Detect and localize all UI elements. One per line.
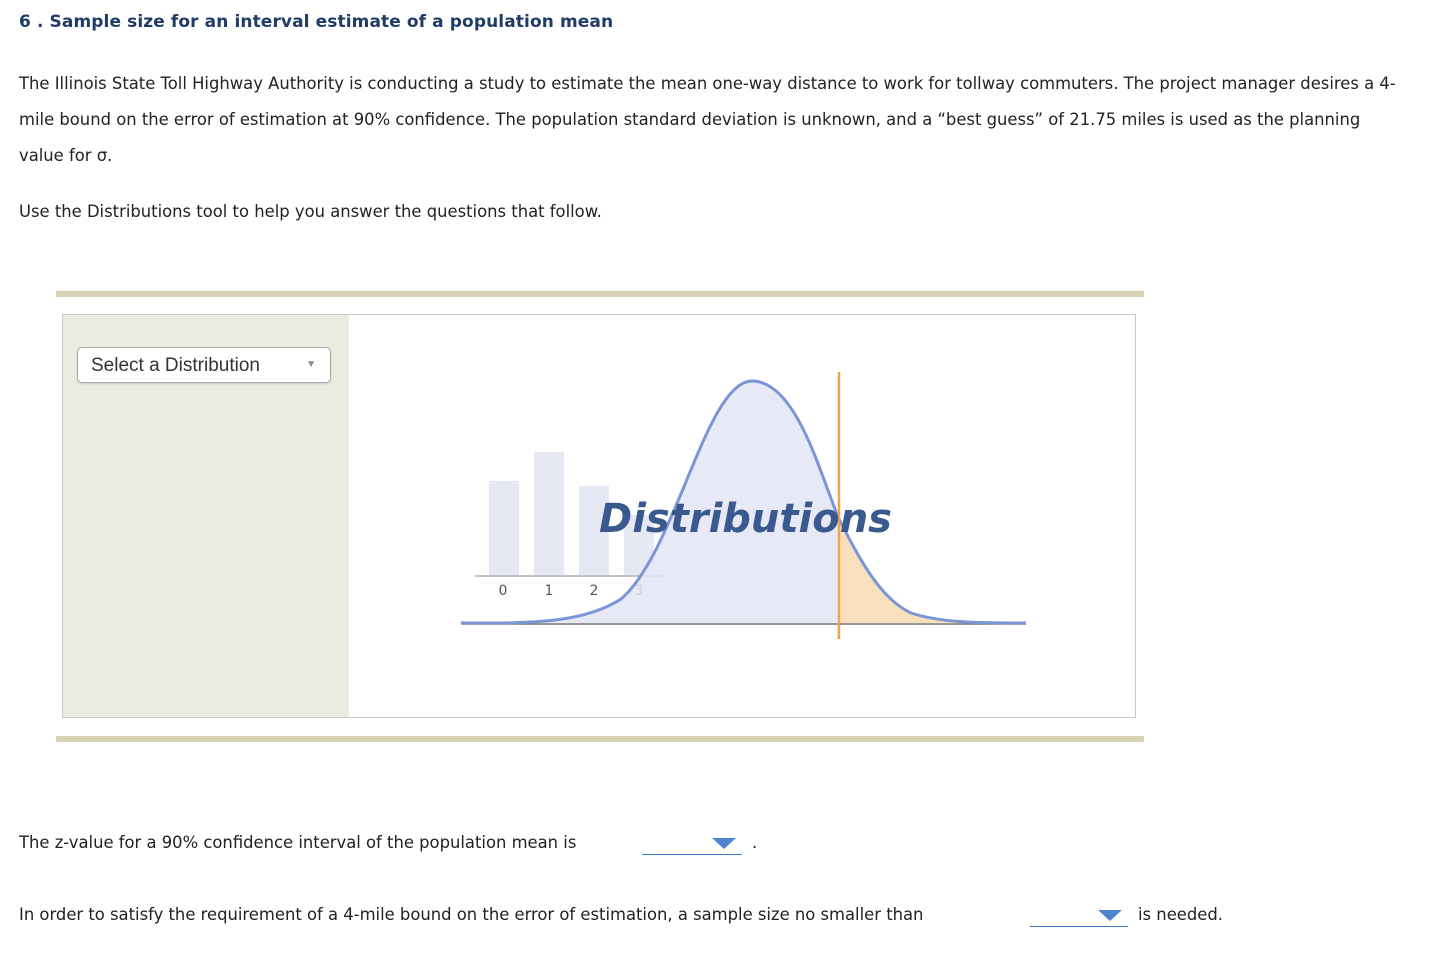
question-1-suffix: . — [752, 833, 758, 852]
logo-tick-1: 1 — [544, 583, 554, 599]
bottom-rule — [56, 736, 1144, 742]
instruction-text: Use the Distributions tool to help you answer the questions that follow. — [19, 202, 602, 221]
question-2-text: In order to satisfy the requirement of a 4-mile bound on the error of estimation, a sample size no smaller than — [19, 905, 924, 924]
dropdown-arrow-icon — [1098, 910, 1122, 921]
tool-sidebar — [63, 315, 349, 717]
logo-bar-0 — [489, 481, 519, 575]
sample-size-dropdown[interactable] — [1030, 904, 1128, 927]
question-title: 6 . Sample size for an interval estimate of a population mean — [19, 12, 614, 32]
select-distribution-label: Select a Distribution — [91, 355, 260, 376]
distributions-logo — [461, 367, 1041, 647]
question-2-suffix: is needed. — [1138, 905, 1223, 924]
top-rule — [56, 291, 1144, 297]
logo-bar-1 — [534, 452, 564, 575]
distributions-tool — [62, 314, 1136, 718]
question-1-text: The z-value for a 90% confidence interval of the population mean is — [19, 833, 577, 852]
caret-down-icon: ▼ — [306, 359, 316, 370]
logo-tick-2: 2 — [589, 583, 599, 599]
z-value-dropdown[interactable] — [642, 832, 742, 855]
dropdown-arrow-icon — [712, 838, 736, 849]
question-paragraph: The Illinois State Toll Highway Authority is conducting a study to estimate the mean one-way distance to work for tollway commuters. The project manager desires a 4-mile bound on the error of estimation at 90% confidence. The population standard deviation is unknown, and a “best guess” of 21.75 miles is used as the planning value for σ. — [19, 74, 1396, 165]
logo-tick-0: 0 — [498, 583, 508, 599]
logo-text: Distributions — [599, 496, 892, 542]
select-distribution-dropdown[interactable] — [77, 347, 331, 383]
